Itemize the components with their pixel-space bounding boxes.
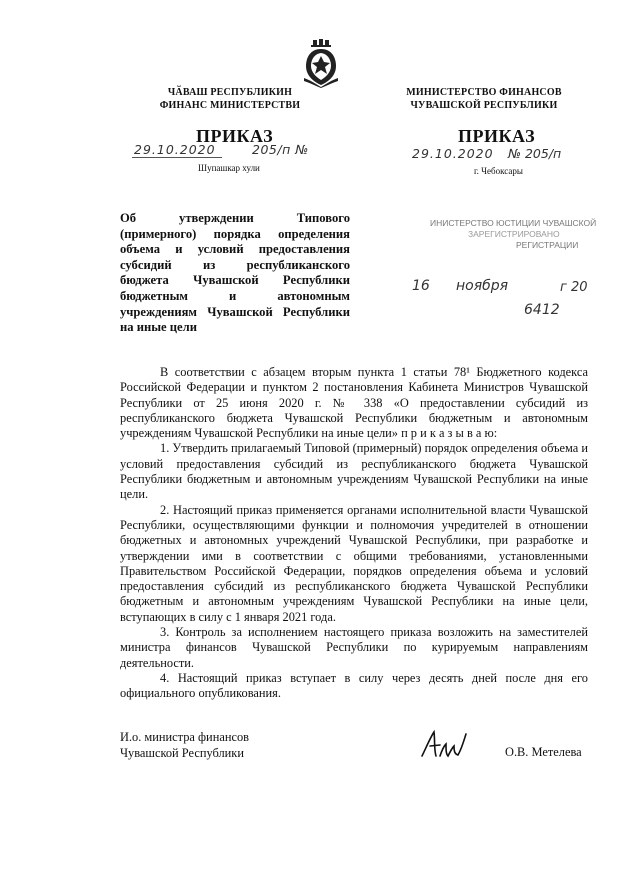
document-body bbox=[120, 365, 588, 702]
stamp-line3: РЕГИСТРАЦИИ bbox=[516, 240, 579, 250]
title-line: учреждениям Чувашской Республики bbox=[120, 304, 350, 319]
right-city: г. Чебоксары bbox=[474, 166, 523, 176]
left-order-number: 205/п № bbox=[252, 142, 309, 157]
body-paragraph: 2. Настоящий приказ применяется органами исполнительной власти Чувашской Республики, осуществляющими функции и полномочия учредителей в отношении бюджетных и автономных учреждений Чувашской Республики, при разработке и утверждении ими в соответствии с общими требованиями, установленными Правительством Российской Федерации, порядков определения объема и условий предоставления субсидий из республиканского бюджета Чувашской Республики бюджетным и автономным учреждениям Чувашской Республики на иные цели, вступающих в силу с 1 января 2021 года. bbox=[120, 502, 588, 624]
header-left-line1: ЧӐВАШ РЕСПУБЛИКИН bbox=[167, 87, 293, 98]
body-paragraph: 3. Контроль за исполнением настоящего приказа возложить на заместителей министра финансов Чувашской Республики по курируемым направлениям деятельности. bbox=[120, 625, 588, 670]
stamp-reg-number: 6412 bbox=[524, 302, 560, 318]
title-line: объема и условий предоставления bbox=[120, 242, 350, 257]
header-right-line1: МИНИСТЕРСТВО ФИНАНСОВ bbox=[406, 87, 562, 98]
title-line: Об утверждении Типового bbox=[120, 211, 350, 225]
registration-stamp bbox=[430, 218, 610, 278]
header-left-line2: ФИНАНС МИНИСТЕРСТВИ bbox=[159, 100, 301, 111]
left-order-title: ПРИКАЗ bbox=[196, 126, 274, 146]
signatory-name: О.В. Метелева bbox=[505, 745, 582, 759]
title-line: бюджетным и автономным bbox=[120, 288, 350, 303]
left-city: Шупашкар хули bbox=[198, 163, 260, 173]
body-paragraph: 4. Настоящий приказ вступает в силу через десять дней после дня его официального опубликования. bbox=[120, 670, 588, 701]
header-right-org bbox=[398, 86, 570, 112]
title-last-line: на иные цели bbox=[120, 320, 197, 335]
body-paragraph: В соответствии с абзацем вторым пункта 1 статьи 78¹ Бюджетного кодекса Российской Федерации и пунктом 2 постановления Кабинета Министров Чувашской Республики от 25 июня 2020 г. № 338 «О предоставлении субсидий из республиканского бюджета Чувашской Республики бюджетным и автономным учреждениям Чувашской Республики на иные цели» п р и к а з ы в а ю: bbox=[120, 365, 588, 441]
right-order-date: 29.10.2020 bbox=[412, 146, 494, 161]
header-right-line2: ЧУВАШСКОЙ РЕСПУБЛИКИ bbox=[410, 100, 558, 111]
title-line: (примерного) порядка определения bbox=[120, 226, 350, 241]
stamp-date-month: ноября bbox=[456, 278, 509, 294]
stamp-date-day: 16 bbox=[412, 278, 430, 294]
document-title bbox=[120, 211, 350, 336]
title-line: бюджета Чувашской Республики bbox=[120, 273, 350, 288]
left-order-date: 29.10.2020 bbox=[132, 142, 222, 158]
coat-of-arms-emblem bbox=[300, 38, 342, 88]
body-paragraph: 1. Утвердить прилагаемый Типовой (примерный) порядок определения объема и условий предоставления субсидий из республиканского бюджета Чувашской Республики бюджетным и автономным учреждениям Чувашской Республики на иные цели. bbox=[120, 441, 588, 502]
right-order-number: № 205/п bbox=[508, 146, 562, 161]
right-order-title: ПРИКАЗ bbox=[458, 126, 536, 146]
signatory-position-line2: Чувашской Республики bbox=[120, 745, 244, 760]
signatory-position-line1: И.о. министра финансов bbox=[120, 730, 249, 744]
title-line: субсидий из республиканского bbox=[120, 257, 350, 272]
stamp-line2: ЗАРЕГИСТРИРОВАНО bbox=[468, 229, 560, 239]
header-left-org bbox=[150, 86, 310, 112]
handwritten-signature bbox=[418, 726, 470, 766]
stamp-date-year: г 20 bbox=[560, 280, 588, 295]
signatory-position bbox=[120, 730, 249, 761]
stamp-line1: ИНИСТЕРСТВО ЮСТИЦИИ ЧУВАШСКОЙ bbox=[430, 218, 597, 228]
